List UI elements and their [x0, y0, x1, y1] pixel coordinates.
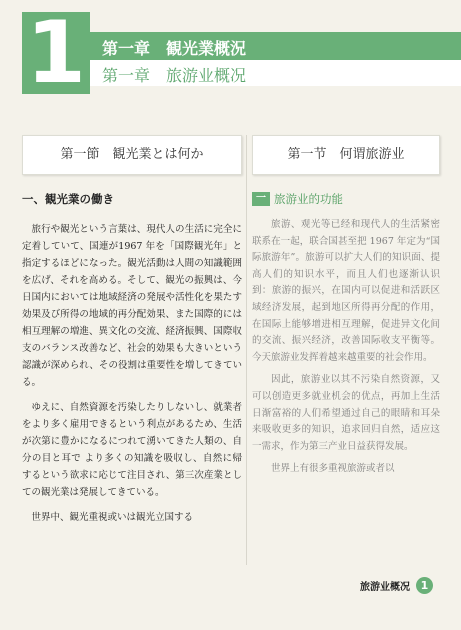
paragraph-cn-3: 世界上有很多重视旅游或者以	[271, 463, 395, 475]
paragraph-cn-2: 因此，旅游业以其不污染自然资源，又可以创造更多就业机会的优点，再加上生活日渐富裕的人们希望通过自己的眼睛和耳朵来吸收更多的知识，追求回归自然，适应这一需求，作为第三产业日益获得发展。	[252, 374, 440, 452]
section-title-jp: 第一節 観光業とは何か	[22, 135, 242, 175]
subheading-number-badge: 一	[252, 192, 270, 206]
footer-label: 旅游业概况	[360, 582, 410, 593]
subheading-cn-row	[252, 191, 440, 207]
page-footer	[360, 577, 433, 594]
chapter-header	[0, 0, 461, 110]
section-title-cn: 第一节 何谓旅游业	[252, 135, 440, 175]
paragraph-jp-1: 旅行や観光という言葉は、現代人の生活に完全に定着していて、国連が1967 年を「国際観光年」と指定するほどになった。観光活動は人間の知識範囲を広げ、それを高める。そして、観光の振興は、今日国内においては地域経済の発展や活性化を果たす効果及び所得の地域的再分配効果、また国際的には相互理解の増進、異文化の交流、経済振興、国際収支のバランス改善など、社会的効果も大きいという認識が深められ、その役割は重要性を増してきている。	[22, 224, 242, 388]
chapter-title-jp: 第一章 観光業概況	[102, 39, 247, 58]
chinese-column	[252, 135, 440, 478]
chapter-number: 1	[22, 12, 90, 94]
page-number-badge: 1	[416, 577, 433, 594]
chapter-title-cn-bar	[90, 60, 461, 86]
paragraph-jp-2: ゆえに、自然資源を汚染したりしないし、就業者をより多く雇用できるという利点があるため、生活が次第に豊かになるにつれて湧いてきた人類の、自分の目と耳で より多くの知識を吸収し、自然に帰するという欲求に応じて注目され、第三次産業としての観光業は発展してきている。	[22, 402, 242, 498]
chapter-title-cn: 第一章 旅游业概况	[102, 66, 247, 85]
subheading-jp: 一、観光業の働き	[22, 192, 114, 206]
paragraph-cn-1: 旅游、观光等已经和现代人的生活紧密联系在一起，联合国甚至把 1967 年定为“国际旅游年”。旅游可以扩大人们的知识面、提高人们的知识水平，而且人们也逐渐认识到：旅游的振兴，在国内可以促进和活跃区域经济发展，起到地区所得再分配的作用，在国际上能够增进相互理解，促进异文化间的交流、振兴经济，改善国际收支平衡等。今天旅游业发挥着越来越重要的社会作用。	[252, 219, 440, 363]
subheading-cn: 旅游业的功能	[274, 192, 343, 206]
chapter-title-jp-bar	[90, 32, 461, 60]
japanese-column	[22, 135, 242, 526]
paragraph-jp-3: 世界中、観光重視或いは観光立国する	[31, 512, 194, 523]
column-divider	[246, 135, 247, 565]
